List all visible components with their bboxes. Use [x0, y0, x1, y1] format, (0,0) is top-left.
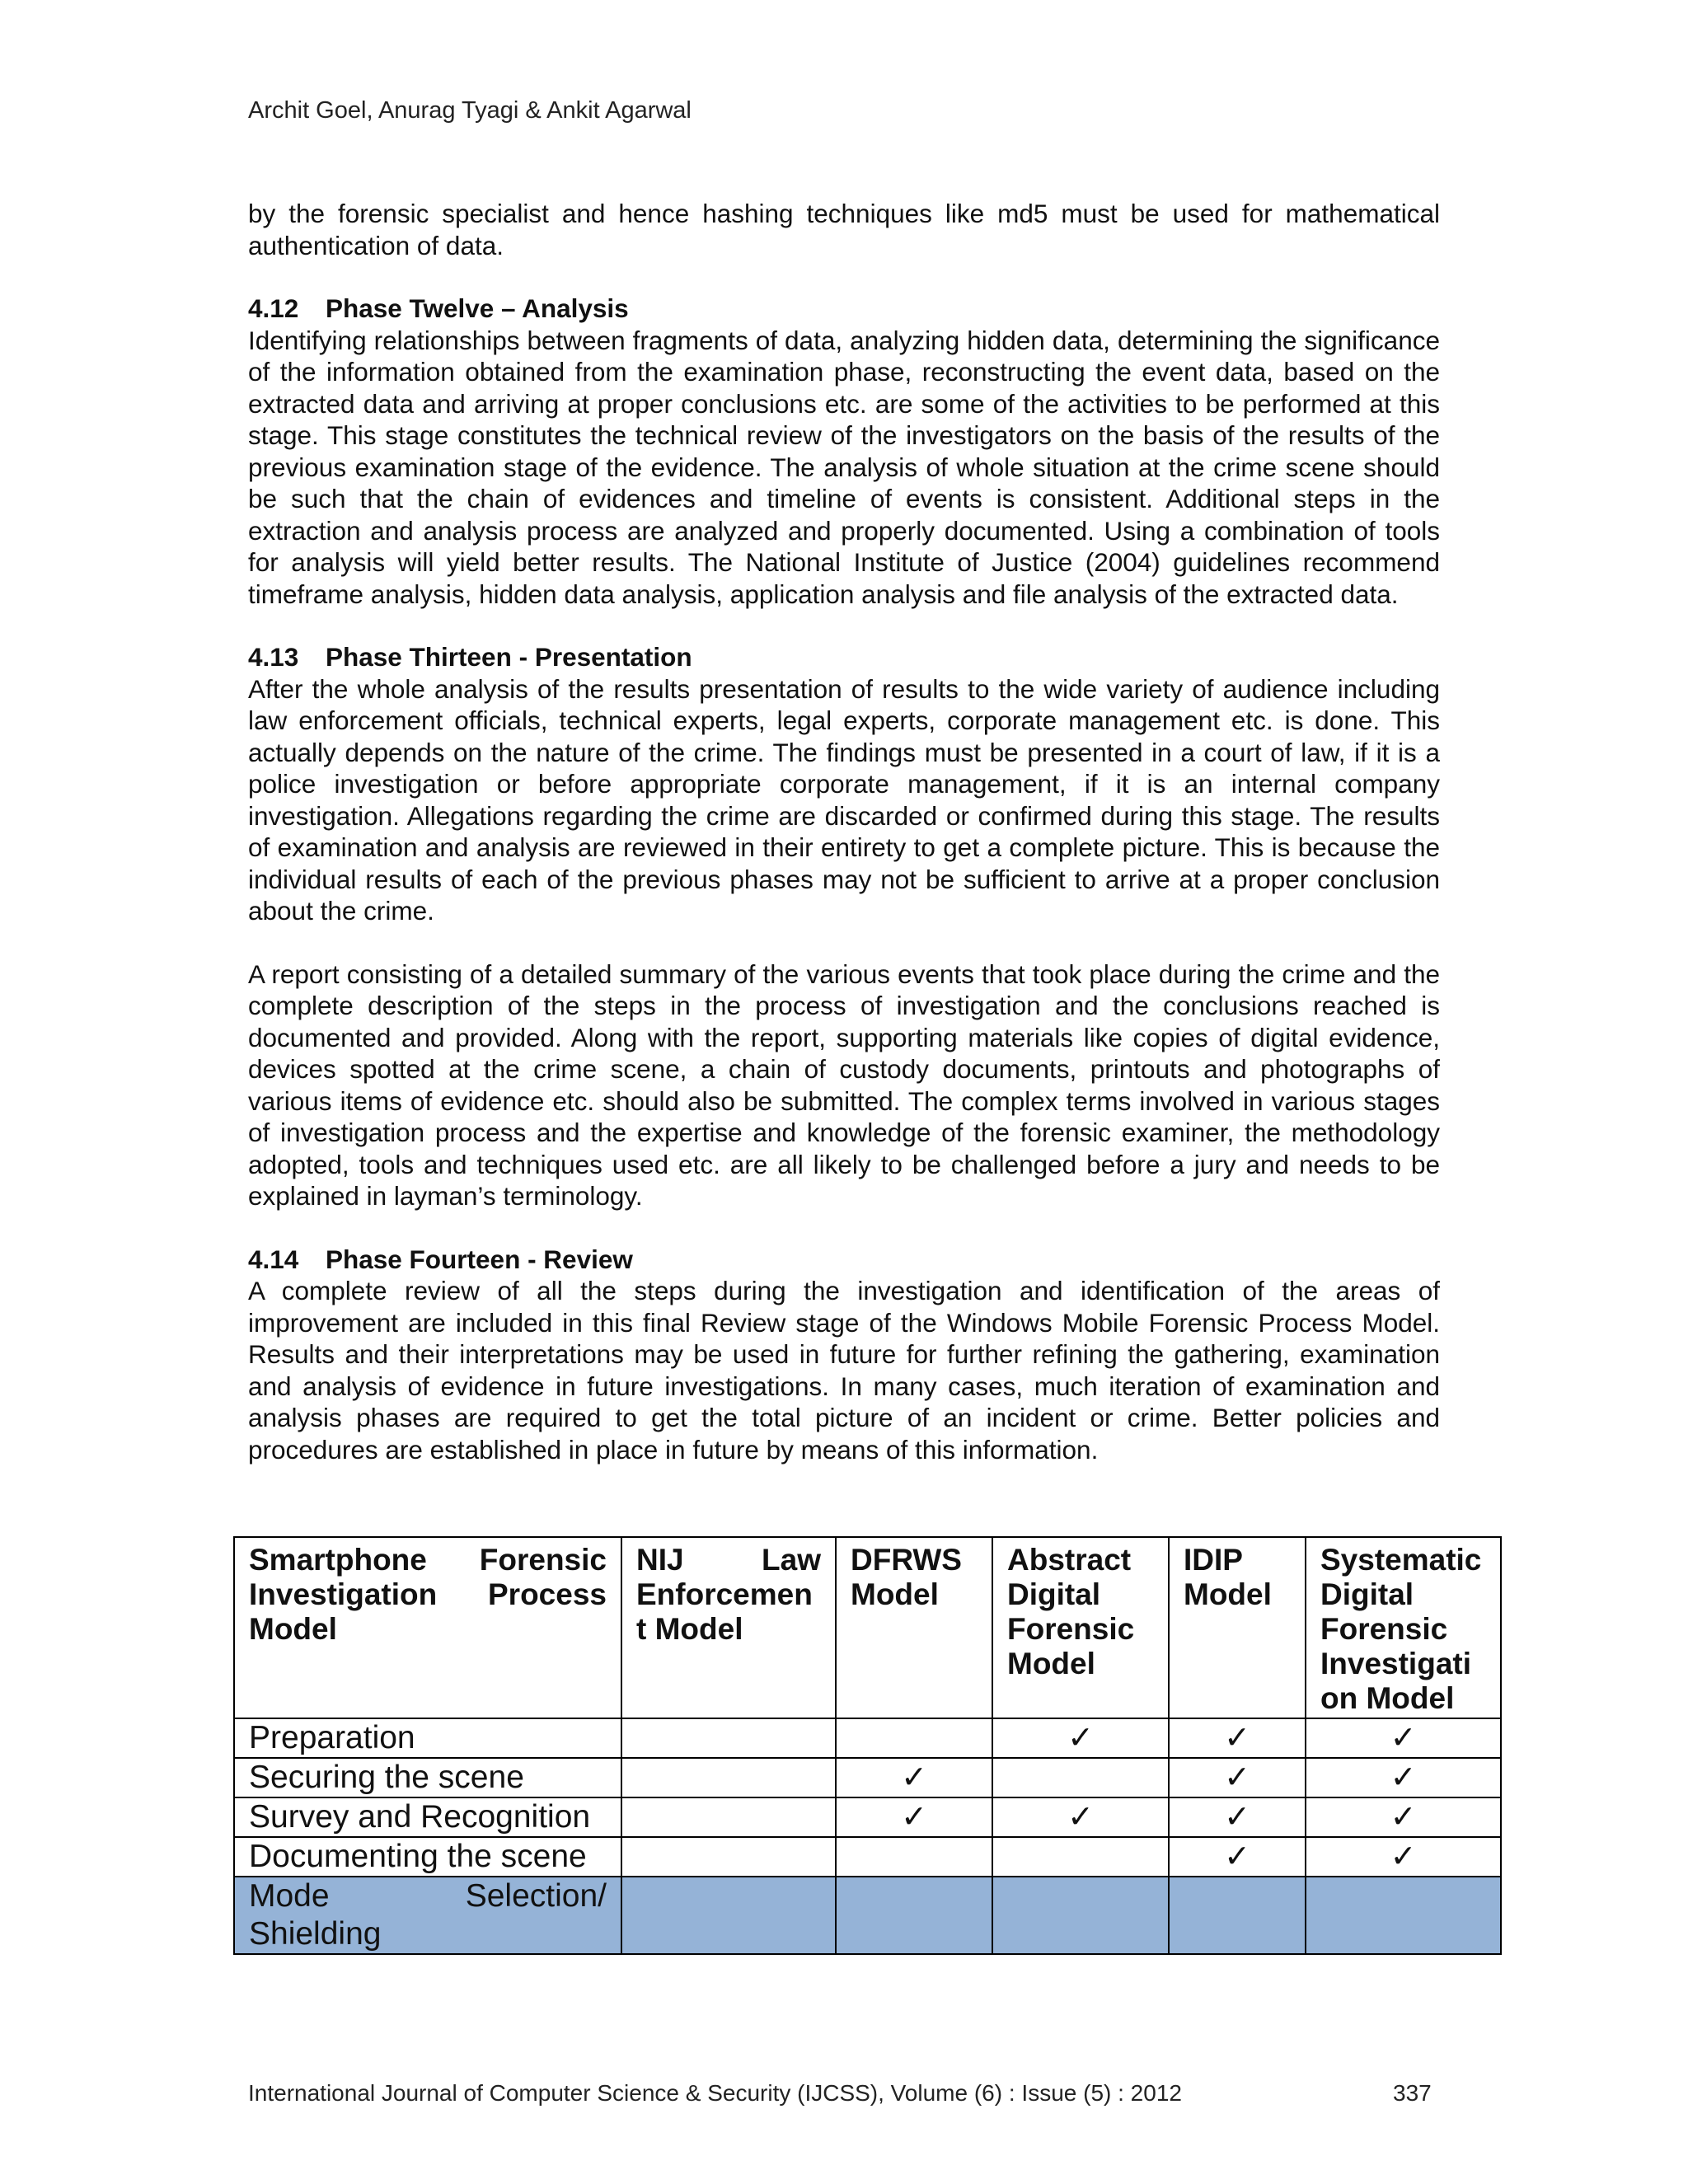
header-line: Enforcemen	[636, 1577, 813, 1611]
section-heading-4-13	[248, 641, 1440, 673]
table-row	[234, 1837, 1501, 1877]
paragraph: A report consisting of a detailed summary of the various events that took place during the crime and the complete description of the steps in the process of investigation and the conclusions reached is documented and provided. Along with the report, supporting materials like copies of digital evidence, devices spotted at the crime scene, a chain of custody documents, printouts and photographs of various items of evidence etc. should also be submitted. The complex terms involved in various stages of investigation process and the expertise and knowledge of the forensic examiner, the methodology adopted, tools and techniques used etc. are all likely to be challenged before a jury and needs to be explained in layman’s terminology.	[248, 958, 1440, 1211]
page-number: 337	[1393, 2080, 1432, 2106]
header-line: IDIP	[1184, 1543, 1243, 1577]
intro-paragraph: by the forensic specialist and hence hashing techniques like md5 must be used for mathematical authentication of data.	[248, 199, 1440, 260]
table-row	[234, 1718, 1501, 1758]
header-line: Systematic	[1320, 1543, 1482, 1577]
table-header-row	[234, 1537, 1501, 1718]
row-label: Securing the scene	[234, 1758, 621, 1797]
header-cell-systematic-model	[1306, 1537, 1501, 1718]
cell	[621, 1758, 836, 1797]
check-mark-icon: ✓	[992, 1718, 1169, 1758]
row-label: Survey and Recognition	[234, 1797, 621, 1837]
header-line: Abstract	[1007, 1543, 1132, 1577]
cell	[992, 1837, 1169, 1877]
check-mark-icon: ✓	[836, 1797, 992, 1837]
cell	[836, 1877, 992, 1954]
header-line: Forensic	[1007, 1612, 1135, 1646]
check-mark-icon: ✓	[1306, 1797, 1501, 1837]
check-mark-icon: ✓	[1306, 1718, 1501, 1758]
section-number: 4.13	[248, 642, 299, 672]
cell	[836, 1837, 992, 1877]
cell	[621, 1718, 836, 1758]
row-label: Preparation	[234, 1718, 621, 1758]
check-mark-icon: ✓	[1169, 1718, 1306, 1758]
check-mark-icon: ✓	[836, 1758, 992, 1797]
header-cell-smartphone-model	[234, 1537, 621, 1718]
table-row	[234, 1758, 1501, 1797]
header-line: Model	[249, 1612, 337, 1646]
section-title: Phase Thirteen - Presentation	[326, 642, 692, 672]
header-line: Model	[851, 1577, 939, 1611]
header-line: Investigation Process	[249, 1577, 607, 1611]
header-line: Forensic	[1320, 1612, 1448, 1646]
row-label	[234, 1877, 621, 1954]
row-label-line: Mode Selection/	[249, 1878, 607, 1914]
cell	[621, 1837, 836, 1877]
journal-footer: International Journal of Computer Science & Security (IJCSS), Volume (6) : Issue (5) : 2012	[248, 2080, 1182, 2106]
section-title: Phase Fourteen - Review	[326, 1244, 633, 1274]
running-header: Archit Goel, Anurag Tyagi & Ankit Agarwal	[248, 97, 692, 124]
table-row-shaded	[234, 1877, 1501, 1954]
body-text	[248, 198, 1440, 1465]
header-line: Digital	[1007, 1577, 1101, 1611]
paragraph: Identifying relationships between fragments of data, analyzing hidden data, determining the significance of the information obtained from the examination phase, reconstructing the event data, based on the extracted data and arriving at proper conclusions etc. are some of the activities to be performed at this stage. This stage constitutes the technical review of the investigators on the basis of the results of the previous examination stage of the evidence. The analysis of whole situation at the crime scene should be such that the chain of evidences and timeline of events is consistent. Additional steps in the extraction and analysis process are analyzed and properly documented. Using a combination of tools for analysis will yield better results. The National Institute of Justice (2004) guidelines recommend timeframe analysis, hidden data analysis, application analysis and file analysis of the extracted data.	[248, 325, 1440, 609]
header-line: Model	[1184, 1577, 1272, 1611]
check-mark-icon: ✓	[1169, 1837, 1306, 1877]
check-mark-icon: ✓	[1169, 1797, 1306, 1837]
header-cell-abstract-model	[992, 1537, 1169, 1718]
header-cell-idip-model	[1169, 1537, 1306, 1718]
check-mark-icon: ✓	[992, 1797, 1169, 1837]
header-line: t Model	[636, 1612, 743, 1646]
model-comparison-table	[233, 1536, 1502, 1955]
cell	[1306, 1877, 1501, 1954]
section-heading-4-12	[248, 293, 1440, 325]
header-cell-dfrws-model	[836, 1537, 992, 1718]
header-cell-nij-model	[621, 1537, 836, 1718]
header-line: Model	[1007, 1647, 1095, 1680]
header-line: Digital	[1320, 1577, 1414, 1611]
section-title: Phase Twelve – Analysis	[326, 293, 629, 323]
paragraph: After the whole analysis of the results presentation of results to the wide variety of audience including law enforcement officials, technical experts, legal experts, corporate management etc. is done. This actually depends on the nature of the crime. The findings must be presented in a court of law, if it is a police investigation or before appropriate corporate management, if it is an internal company investigation. Allegations regarding the crime are discarded or confirmed during this stage. The results of examination and analysis are reviewed in their entirety to get a complete picture. This is because the individual results of each of the previous phases may not be sufficient to arrive at a proper conclusion about the crime.	[248, 673, 1440, 926]
header-line: DFRWS	[851, 1543, 962, 1577]
paragraph: A complete review of all the steps during the investigation and identification of the areas of improvement are included in this final Review stage of the Windows Mobile Forensic Process Model. Results and their interpretations may be used in future for further refining the gathering, examination and analysis of evidence in future investigations. In many cases, much iteration of examination and analysis phases are required to get the total picture of an incident or crime. Better policies and procedures are established in place in future by means of this information.	[248, 1276, 1440, 1465]
cell	[992, 1877, 1169, 1954]
row-label: Documenting the scene	[234, 1837, 621, 1877]
header-line: on Model	[1320, 1681, 1455, 1715]
header-line: Smartphone Forensic	[249, 1543, 607, 1577]
cell	[836, 1718, 992, 1758]
row-label-line: Shielding	[249, 1916, 382, 1952]
check-mark-icon: ✓	[1306, 1837, 1501, 1877]
check-mark-icon: ✓	[1306, 1758, 1501, 1797]
table-row	[234, 1797, 1501, 1837]
check-mark-icon: ✓	[1169, 1758, 1306, 1797]
cell	[1169, 1877, 1306, 1954]
section-heading-4-14	[248, 1244, 1440, 1276]
header-line: Investigati	[1320, 1647, 1471, 1680]
header-line: NIJ Law	[636, 1543, 821, 1577]
section-number: 4.14	[248, 1244, 299, 1274]
section-number: 4.12	[248, 293, 299, 323]
cell	[621, 1877, 836, 1954]
cell	[621, 1797, 836, 1837]
cell	[992, 1758, 1169, 1797]
